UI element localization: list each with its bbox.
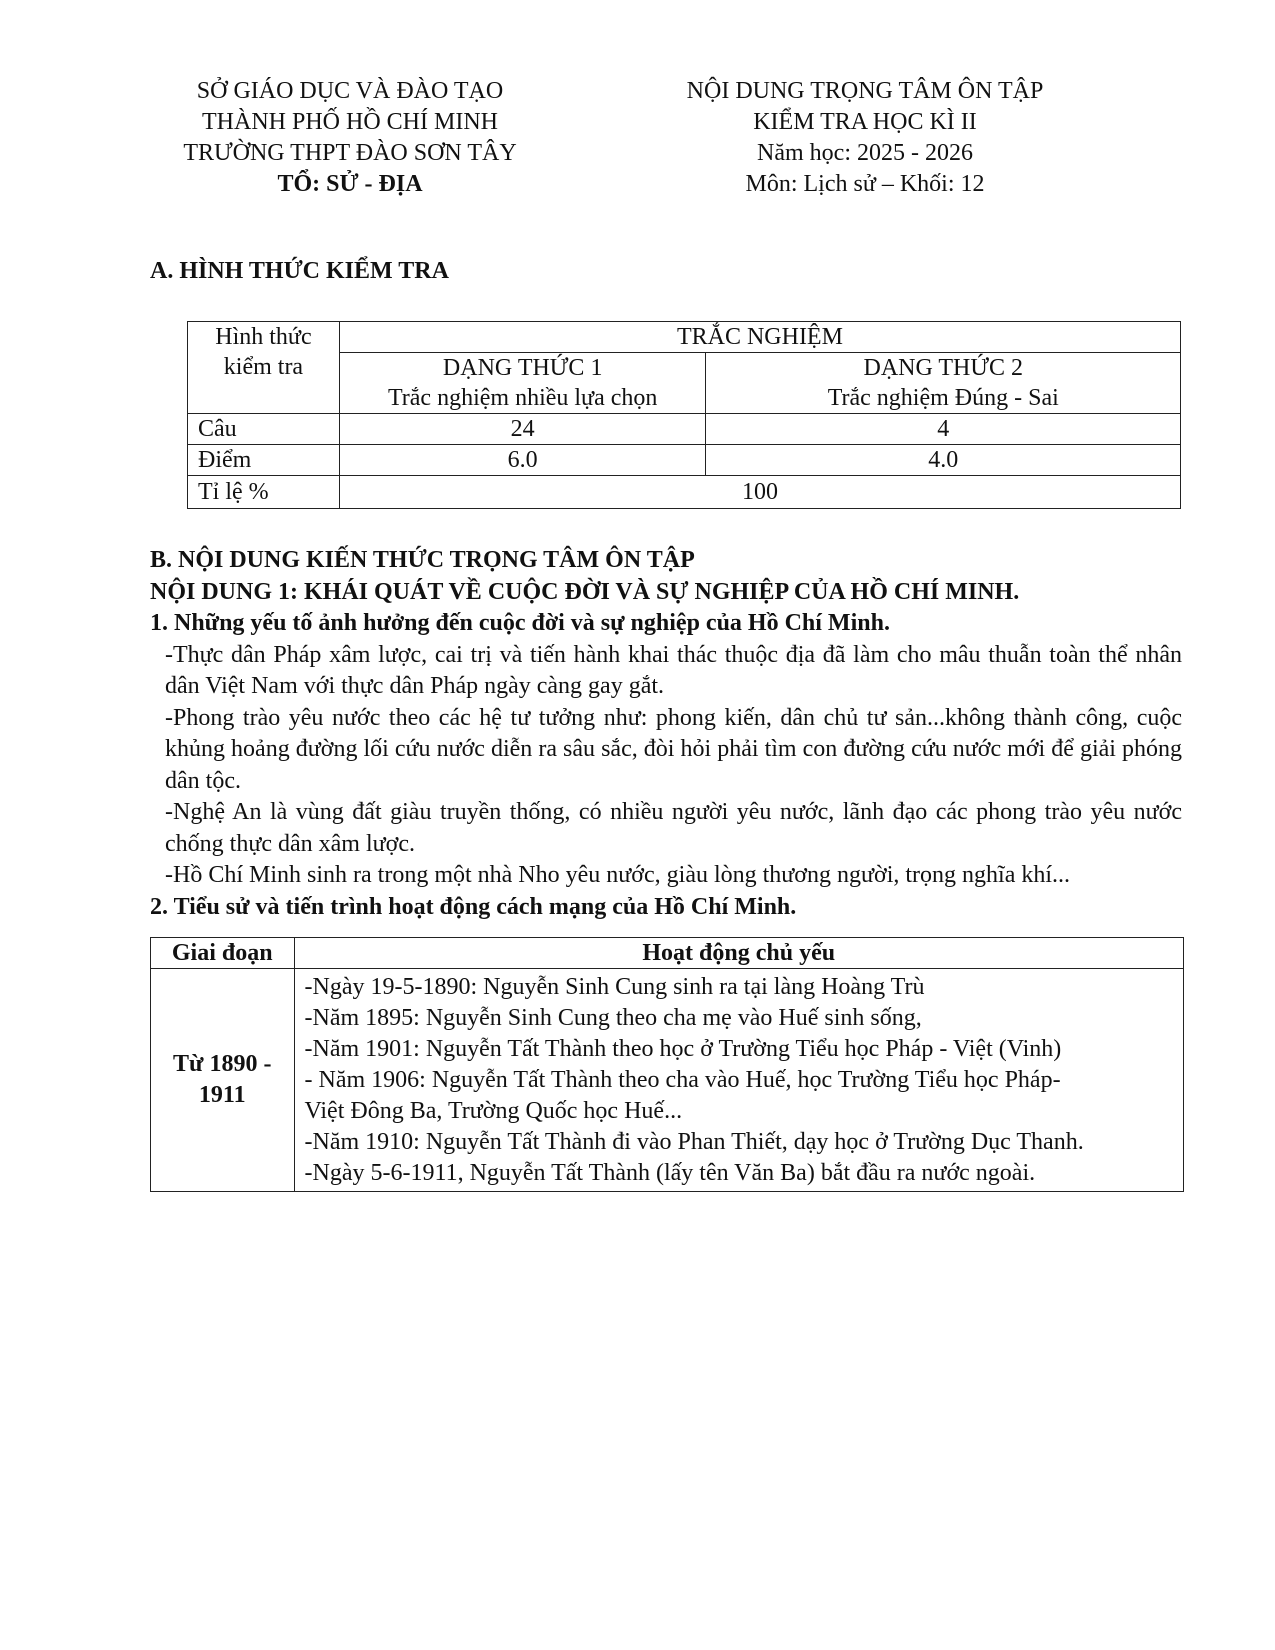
department-name: SỞ GIÁO DỤC VÀ ĐÀO TẠO	[196, 78, 504, 104]
section-b	[150, 545, 1182, 923]
format-header-cell	[188, 322, 340, 414]
header-right-block	[645, 76, 1085, 200]
city-name: THÀNH PHỐ HỒ CHÍ MINH	[202, 109, 498, 135]
table-row	[188, 476, 1181, 509]
subject-grade: Môn: Lịch sử – Khối: 12	[745, 171, 985, 197]
paragraph: -Thực dân Pháp xâm lược, cai trị và tiến hành khai thác thuộc địa đã làm cho mâu thuẫn toàn thể nhân dân Việt Nam với thực dân Pháp ngày càng gay gắt.	[165, 641, 1182, 699]
stage-line1: Từ 1890 -	[173, 1051, 272, 1077]
paragraph: -Phong trào yêu nước theo các hệ tư tưởng như: phong kiến, dân chủ tư sản...không thành công, cuộc khủng hoảng đường lối cứu nước diễn ra sâu sắc, đòi hỏi phải tìm con đường cứu nước mới để giải phóng dân tộc.	[165, 704, 1182, 794]
ratio-value: 100	[339, 476, 1180, 509]
multiple-choice-group-header: TRẮC NGHIỆM	[339, 322, 1180, 353]
paragraph: -Nghệ An là vùng đất giàu truyền thống, có nhiều người yêu nước, lãnh đạo các phong trào yêu nước chống thực dân xâm lược.	[165, 799, 1182, 857]
points-type-1: 6.0	[339, 445, 706, 476]
format-header-line1: Hình thức	[215, 324, 312, 350]
activities-column-header: Hoạt động chủ yếu	[294, 938, 1184, 969]
activity-line: -Năm 1901: Nguyễn Tất Thành theo học ở Trường Tiểu học Pháp - Việt (Vinh)	[304, 1036, 1062, 1062]
exam-format-table	[187, 321, 1181, 509]
section-a-title: A. HÌNH THỨC KIỂM TRA	[150, 258, 449, 284]
format-type-1-desc: Trắc nghiệm nhiều lựa chọn	[387, 385, 658, 411]
subsection-2-title: 2. Tiểu sử và tiến trình hoạt động cách mạng của Hồ Chí Minh.	[150, 893, 797, 920]
table-row	[188, 445, 1181, 476]
activity-line: - Năm 1906: Nguyễn Tất Thành theo cha vào Huế, học Trường Tiểu học Pháp-	[304, 1067, 1061, 1093]
faculty-name: TỔ: SỬ - ĐỊA	[277, 171, 423, 197]
subsection-1-title: 1. Những yếu tố ảnh hưởng đến cuộc đời và sự nghiệp của Hồ Chí Minh.	[150, 610, 890, 636]
activities-cell	[294, 969, 1184, 1192]
section-b-title: B. NỘI DUNG KIẾN THỨC TRỌNG TÂM ÔN TẬP	[150, 547, 695, 573]
activity-line: -Năm 1895: Nguyễn Sinh Cung theo cha mẹ vào Huế sinh sống,	[304, 1005, 922, 1031]
questions-type-1: 24	[339, 414, 706, 445]
biography-table	[150, 937, 1184, 1192]
exam-name: KIỂM TRA HỌC KÌ II	[753, 109, 977, 135]
stage-line2: 1911	[198, 1082, 246, 1108]
school-year: Năm học: 2025 - 2026	[757, 140, 973, 166]
content-1-title: NỘI DUNG 1: KHÁI QUÁT VỀ CUỘC ĐỜI VÀ SỰ NGHIỆP CỦA HỒ CHÍ MINH.	[150, 578, 1020, 605]
format-type-1-title: DẠNG THỨC 1	[442, 355, 603, 381]
document-title: NỘI DUNG TRỌNG TÂM ÔN TẬP	[686, 78, 1044, 104]
activity-line: -Ngày 19-5-1890: Nguyễn Sinh Cung sinh ra tại làng Hoàng Trù	[304, 974, 925, 1000]
format-type-2-header	[706, 353, 1181, 414]
stage-cell	[151, 969, 295, 1192]
activity-line: -Năm 1910: Nguyễn Tất Thành đi vào Phan Thiết, dạy học ở Trường Dục Thanh.	[304, 1129, 1084, 1155]
format-type-2-desc: Trắc nghiệm Đúng - Sai	[827, 385, 1059, 411]
row-label-questions: Câu	[188, 414, 340, 445]
table-row	[151, 969, 1184, 1192]
format-header-line2: kiểm tra	[223, 354, 304, 380]
format-type-1-header	[339, 353, 706, 414]
questions-type-2: 4	[706, 414, 1181, 445]
activity-line: Việt Đông Ba, Trường Quốc học Huế...	[304, 1098, 683, 1124]
activity-line: -Ngày 5-6-1911, Nguyễn Tất Thành (lấy tên Văn Ba) bắt đầu ra nước ngoài.	[304, 1160, 1036, 1186]
format-type-2-title: DẠNG THỨC 2	[863, 355, 1023, 381]
row-label-ratio: Tỉ lệ %	[188, 476, 340, 509]
table-row	[188, 414, 1181, 445]
paragraph: -Hồ Chí Minh sinh ra trong một nhà Nho yêu nước, giàu lòng thương người, trọng nghĩa khí...	[165, 862, 1071, 888]
school-name: TRƯỜNG THPT ĐÀO SƠN TÂY	[183, 140, 517, 166]
header-left-block	[150, 76, 550, 200]
stage-column-header: Giai đoạn	[151, 938, 295, 969]
points-type-2: 4.0	[706, 445, 1181, 476]
row-label-points: Điểm	[188, 445, 340, 476]
